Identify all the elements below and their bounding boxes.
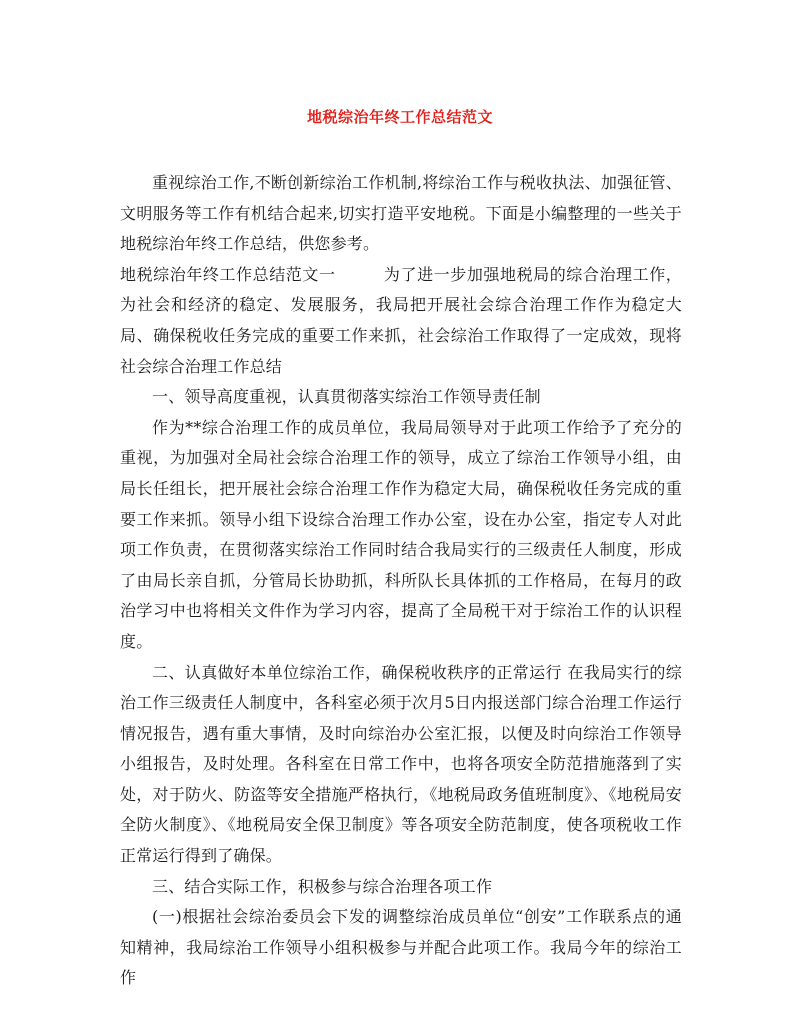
intro-paragraph: 重视综治工作,不断创新综治工作机制,将综治工作与税收执法、加强征管、文明服务等工作有机结合起来,切实打造平安地税。下面是小编整理的一些关于地税综治年终工作总结，供您参考。 — [120, 173, 682, 254]
section-heading-1: 一、领导高度重视，认真贯彻落实综治工作领导责任制 — [152, 387, 541, 407]
essay-first-paragraph — [120, 260, 682, 382]
section-1-paragraph: 作为**综合治理工作的成员单位，我局局领导对于此项工作给予了充分的重视，为加强对全局社会综合治理工作的领导，成立了综治工作领导小组，由局长任组长，把开展社会综合治理工作作为稳定大局，确保税收任务完成的重要工作来抓。领导小组下设综合治理工作办公室，设在办公室，指定专人对此项工作负责，在贯彻落实综治工作同时结合我局实行的三级责任人制度，形成了由局长亲自抓，分管局长协助抓，科所队长具体抓的工作格局，在每月的政治学习中也将相关文件作为学习内容，提高了全局税干对于综治工作的认识程度。 — [120, 417, 682, 651]
section-heading-3: 三、结合实际工作，积极参与综合治理各项工作 — [152, 876, 493, 896]
section-2-paragraph: 二、认真做好本单位综治工作，确保税收秩序的正常运行 在我局实行的综治工作三级责任人制度中，各科室必须于次月5日内报送部门综合治理工作运行情况报告，遇有重大事情，及时向综治办公室汇报，以便及时向综治工作领导小组报告，及时处理。各科室在日常工作中，也将各项安全防范措施落到了实处，对于防火、防盗等安全措施严格执行，《地税局政务值班制度》、《地税局安全防火制度》、《地税局安全保卫制度》等各项安全防范制度，使各项税收工作正常运行得到了确保。 — [120, 662, 682, 866]
section-3-item-1: (一)根据社会综治委员会下发的调整综治成员单位“创安”工作联系点的通知精神，我局综治工作领导小组积极参与并配合此项工作。我局今年的综治工作 — [120, 907, 682, 988]
essay-intro-text: 为了进一步加强地税局的综合治理工作，为社会和经济的稳定、发展服务，我局把开展社会综合治理工作作为稳定大局、确保税收任务完成的重要工作来抓，社会综治工作取得了一定成效，现将社会综合治理工作总结 — [120, 264, 682, 376]
document-title: 地税综治年终工作总结范文 — [306, 108, 493, 126]
document-body — [120, 168, 682, 994]
essay-label: 地税综治年终工作总结范文一 — [120, 264, 336, 284]
